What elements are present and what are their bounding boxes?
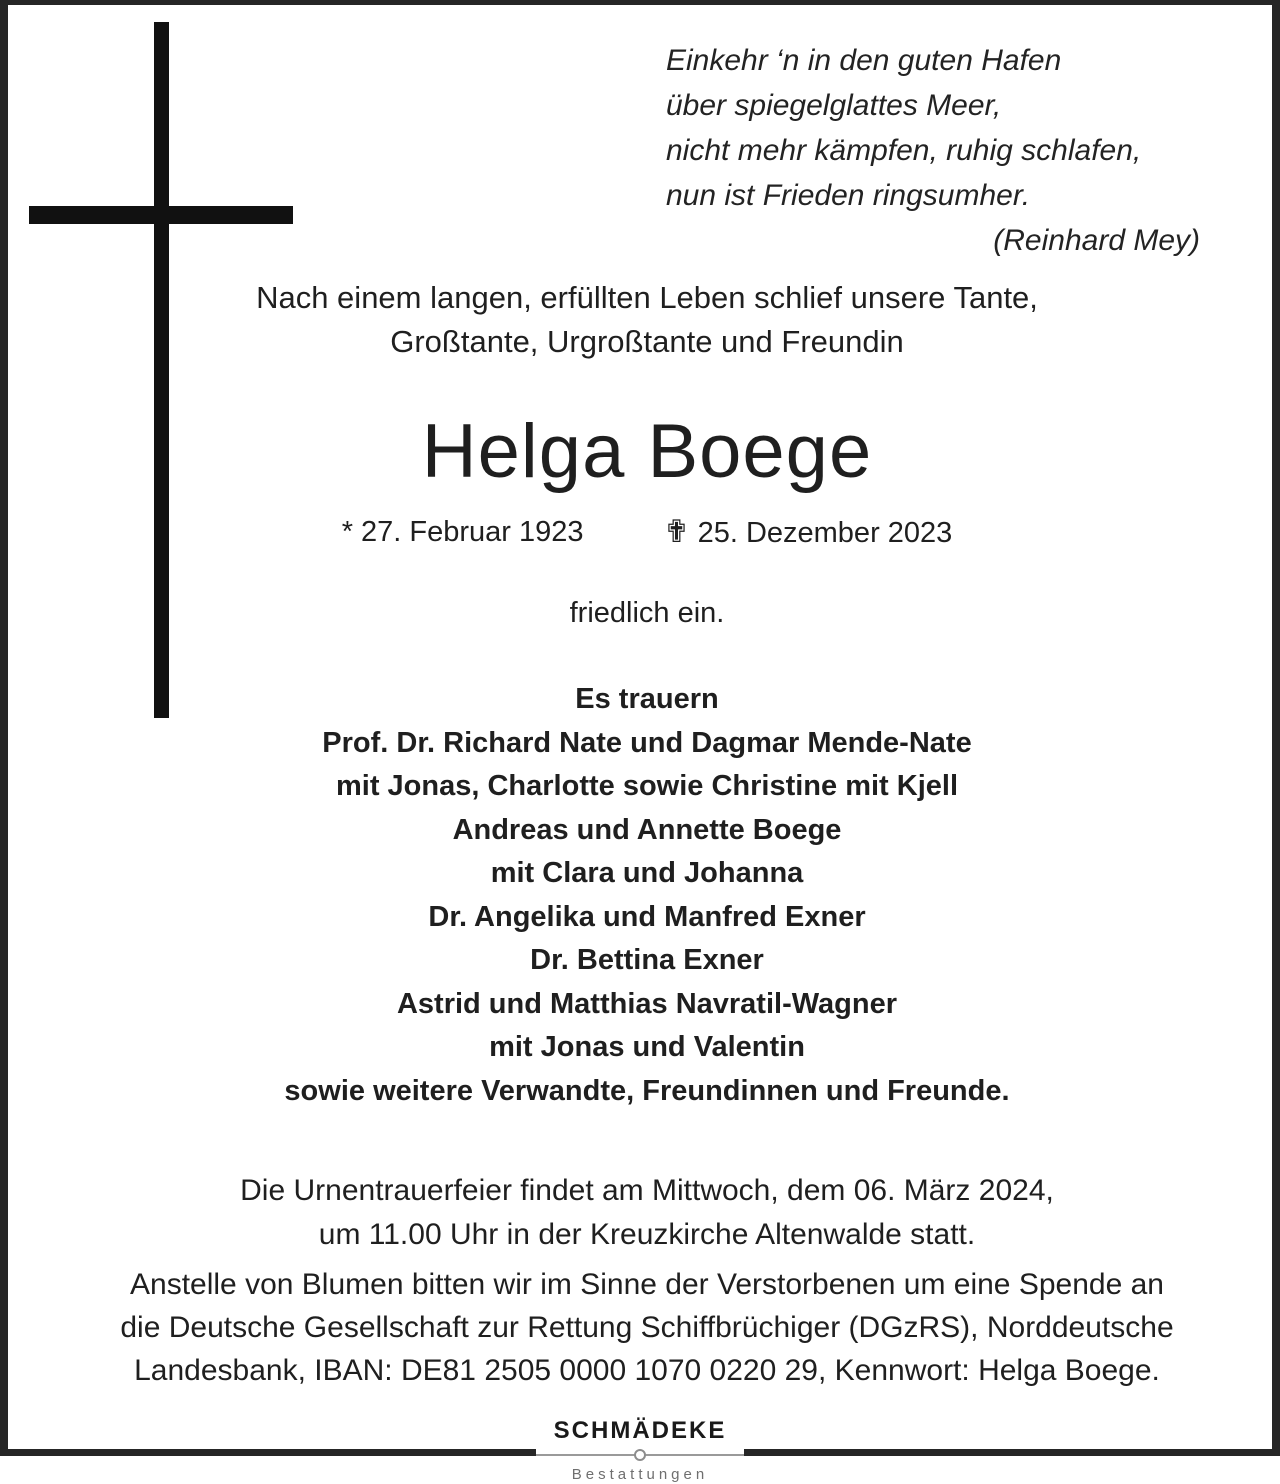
donation-info bbox=[8, 1263, 1272, 1392]
funeral-home-name: SCHMÄDEKE bbox=[553, 1417, 727, 1444]
birth-date bbox=[342, 512, 584, 553]
life-dates bbox=[8, 512, 1272, 553]
donation-line: Anstelle von Blumen bitten wir im Sinne der Verstorbenen um eine Spende an bbox=[130, 1268, 1164, 1301]
mourner-line: Andreas und Annette Boege bbox=[452, 813, 842, 846]
funeral-line: um 11.00 Uhr in der Kreuzkirche Altenwalde statt. bbox=[318, 1218, 976, 1251]
mourner-line: mit Jonas, Charlotte sowie Christine mit Kjell bbox=[335, 770, 958, 802]
intro-line: Großtante, Urgroßtante und Freundin bbox=[390, 324, 904, 359]
donation-line: die Deutsche Gesellschaft zur Rettung Schiffbrüchiger (DGzRS), Norddeutsche bbox=[120, 1311, 1174, 1344]
ornament-icon bbox=[634, 1449, 646, 1461]
mourner-line: sowie weitere Verwandte, Freundinnen und Freunde. bbox=[284, 1074, 1010, 1107]
birth-star-icon: * bbox=[341, 516, 353, 548]
poem-quote bbox=[666, 38, 1206, 263]
intro-line: Nach einem langen, erfüllten Leben schlief unsere Tante, bbox=[256, 280, 1038, 315]
poem-line: über spiegelglattes Meer, bbox=[666, 89, 1002, 122]
funeral-line: Die Urnentrauerfeier findet am Mittwoch, dem 06. März 2024, bbox=[240, 1174, 1054, 1207]
death-date bbox=[664, 512, 953, 553]
death-cross-icon: ✟ bbox=[663, 514, 690, 549]
mourners-list bbox=[8, 678, 1272, 1113]
mourner-line: Astrid und Matthias Navratil-Wagner bbox=[396, 987, 898, 1020]
mourner-line: Dr. Angelika und Manfred Exner bbox=[428, 900, 866, 933]
mourner-line: mit Jonas und Valentin bbox=[489, 1031, 805, 1063]
cross-horizontal-bar bbox=[29, 206, 293, 224]
funeral-info bbox=[8, 1169, 1272, 1257]
poem-line: nun ist Frieden ringsumher. bbox=[666, 179, 1031, 212]
poem-line: Einkehr ‘n in den guten Hafen bbox=[666, 44, 1062, 77]
birth-date-text: 27. Februar 1923 bbox=[361, 516, 584, 548]
death-date-text: 25. Dezember 2023 bbox=[697, 517, 953, 549]
deceased-name: Helga Boege bbox=[421, 409, 873, 494]
poem-line: nicht mehr kämpfen, ruhig schlafen, bbox=[666, 134, 1142, 167]
donation-line: Landesbank, IBAN: DE81 2505 0000 1070 0220 29, Kennwort: Helga Boege. bbox=[134, 1354, 1160, 1387]
logo-divider bbox=[536, 1450, 744, 1460]
funeral-home-subtitle: Bestattungen bbox=[571, 1466, 709, 1483]
mourner-line: mit Clara und Johanna bbox=[490, 857, 804, 889]
closing-text: friedlich ein. bbox=[569, 597, 725, 629]
mourner-line: Prof. Dr. Richard Nate und Dagmar Mende-Nate bbox=[322, 726, 972, 759]
funeral-home-logo bbox=[536, 1418, 744, 1484]
mourners-heading: Es trauern bbox=[575, 683, 719, 715]
poem-author: (Reinhard Mey) bbox=[993, 224, 1200, 257]
mourner-line: Dr. Bettina Exner bbox=[530, 944, 764, 976]
intro-text bbox=[8, 276, 1272, 364]
